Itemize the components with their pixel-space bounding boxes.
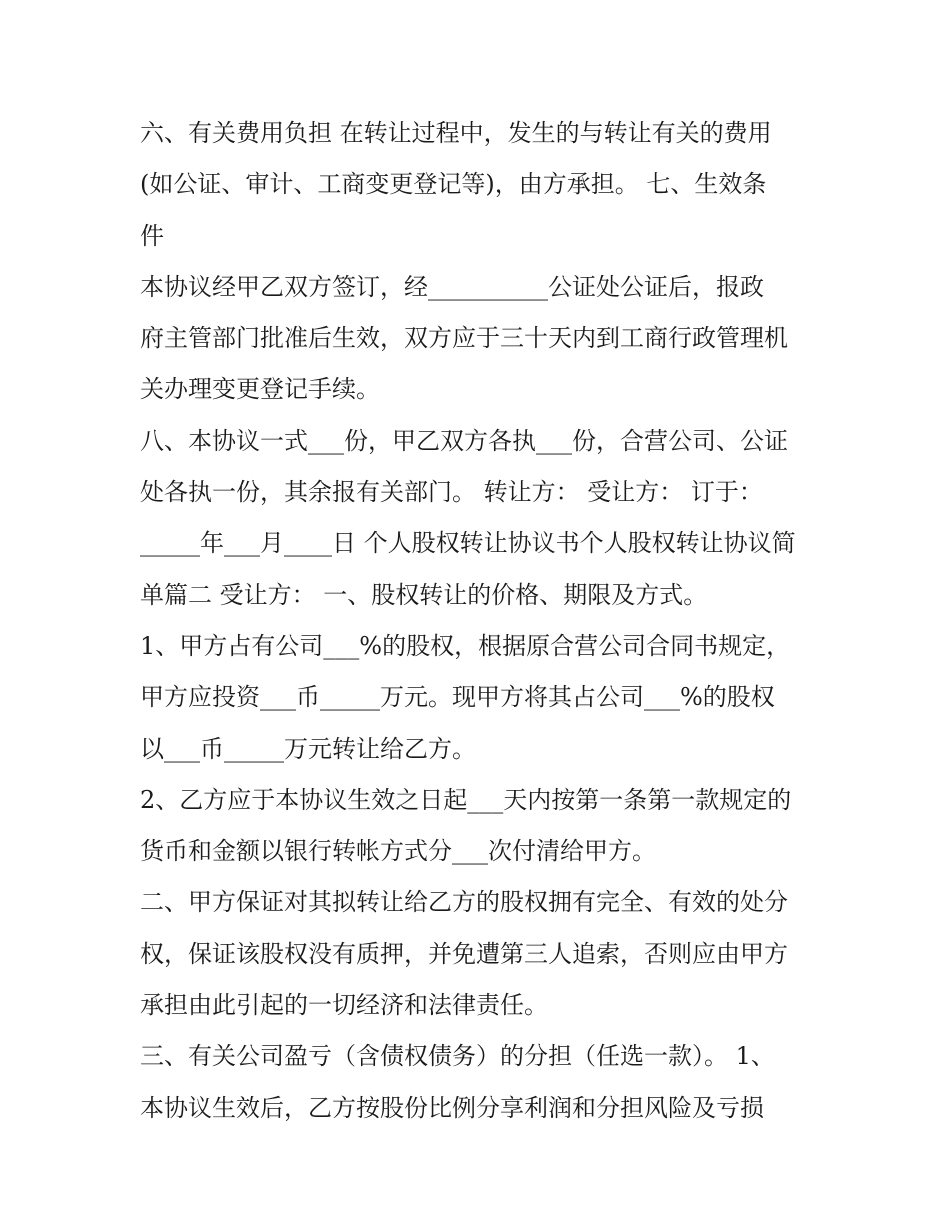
text-line: 1、甲方占有公司___%的股权，根据原合营公司合同书规定， [140,631,791,660]
text-line: 本协议经甲乙双方签订，经__________公证处公证后，报政 [140,272,764,301]
text-line: 八、本协议一式___份，甲乙双方各执___份，合营公司、公证 [140,426,788,455]
text-line: (如公证、审计、工商变更登记等)，由方承担。 七、生效条 [140,170,767,199]
text-line: 府主管部门批准后生效，双方应于三十天内到工商行政管理机 [140,324,788,353]
text-line: 关办理变更登记手续。 [140,375,380,404]
text-line: 货币和金额以银行转帐方式分___次付清给甲方。 [140,837,656,866]
text-line: 六、有关费用负担 在转让过程中，发生的与转让有关的费用 [140,119,772,147]
text-line: 二、甲方保证对其拟转让给乙方的股权拥有完全、有效的处分 [140,888,788,917]
text-line: 三、有关公司盈亏（含债权债务）的分担（任选一款）。 1、 [140,1042,775,1071]
text-line: _____年___月____日 个人股权转让协议书个人股权转让协议简 [140,529,796,558]
text-line: 单篇二 受让方： 一、股权转让的价格、期限及方式。 [140,580,708,609]
text-line: 权，保证该股权没有质押，并免遭第三人追索，否则应由甲方 [140,939,788,968]
text-line: 以___币_____万元转让给乙方。 [140,734,476,763]
text-line: 件 [140,221,164,250]
text-line: 承担由此引起的一切经济和法律责任。 [140,991,548,1020]
document-body [140,108,820,1134]
text-line: 本协议生效后，乙方按股份比例分享利润和分担风险及亏损 [140,1093,764,1122]
text-line: 2、乙方应于本协议生效之日起___天内按第一条第一款规定的 [140,785,792,814]
text-line: 甲方应投资___币_____万元。现甲方将其占公司___%的股权 [140,683,775,712]
text-line: 处各执一份，其余报有关部门。 转让方： 受让方： 订于： [140,478,763,507]
